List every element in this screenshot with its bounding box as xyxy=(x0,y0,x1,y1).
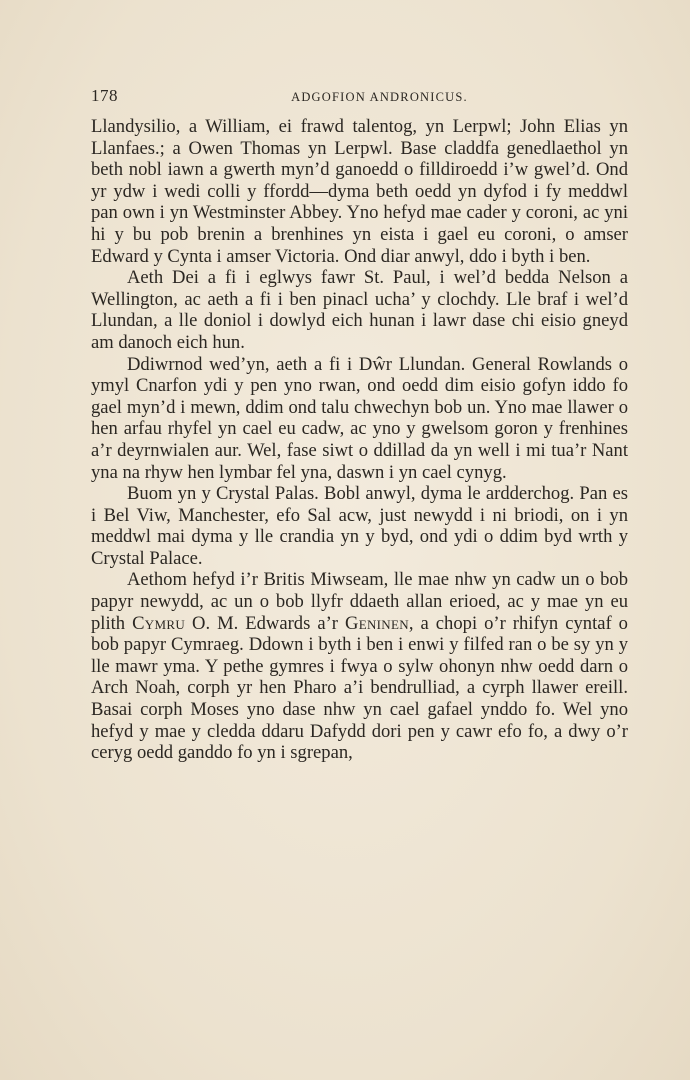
paragraph-text: , a chopi o’r rhifyn cyntaf o bob papyr Cymraeg. Ddown i byth i ben i enwi y filfed ran o be sy yn y lle mawr yma. Y pethe gymres i fwya o sylw ohonyn nhw oedd darn o Arch Noah, corph yr hen Pharo a’i bendrulliad, a cyrph llawer ereill. Basai corph Moses yno dase nhw yn cael gafael ynddo fo. Wel yno hefyd y mae y cledda ddaru Dafydd dori pen y cawr efo fo, a dwy o’r ceryg oedd ganddo fo yn i sgrepan, xyxy=(91,612,628,764)
paragraph-text: Llandysilio, a William, ei frawd talentog, yn Lerpwl; John Elias yn Llanfaes.; a Owen Thomas yn Lerpwl. Base claddfa genedlaethol yn beth nobl iawn a gwerth myn’d ganoedd o filldiroedd i’w gwel’d. Ond yr ydw i wedi colli y ffordd—dyma beth oedd yn dyfod i fy meddwl pan own i yn Westminster Abbey. Yno hefyd mae cader y coroni, ac yni hi y bu pob brenin a brenhines yn eista i gael eu coroni, o amser Edward y Cynta i amser Victoria. Ond diar anwyl, ddo i byth i ben. xyxy=(91,116,628,267)
body-text xyxy=(91,116,628,764)
paragraph-text: Buom yn y Crystal Palas. Bobl anwyl, dyma le ardderchog. Pan es i Bel Viw, Manchester, efo Sal acw, just newydd i ni briodi, on i yn meddwl mai dyma y lle crandia yn y byd, ond ydi o ddim byd wrth y Crystal Palace. xyxy=(91,483,628,569)
page-number: 178 xyxy=(91,86,118,105)
paragraph-1 xyxy=(91,116,628,267)
paragraph-5 xyxy=(91,569,628,763)
paragraph-text: Ddiwrnod wed’yn, aeth a fi i Dŵr Llundan. General Rowlands o ymyl Cnarfon ydi y pen yno rwan, ond oedd dim eisio gofyn iddo fo gael myn’d i mewn, ddim ond talu chwechyn bob un. Yno mae llawer o hen arfau rhyfel yn cael eu cadw, ac yno y gwelsom goron y frenhines a’r deyrnwialen aur. Wel, fase siwt o ddillad da yn well i mi tua’r Nant yna na rhyw hen lymbar fel yna, daswn i yn cael cynyg. xyxy=(91,353,628,483)
title-cymru: Cymru xyxy=(132,612,186,634)
page-header xyxy=(91,86,628,112)
paragraph-4 xyxy=(91,483,628,569)
running-head: ADGOFION ANDRONICUS. xyxy=(291,90,468,104)
paragraph-text: Aethom hefyd i’r Britis Miwseam, lle mae nhw yn cadw un o bob papyr newydd, ac un o bob llyfr ddaeth allan erioed, ac y mae yn eu plith xyxy=(91,569,628,634)
paragraph-text: O. M. Edwards a’r xyxy=(185,612,345,634)
paragraph-text: Aeth Dei a fi i eglwys fawr St. Paul, i wel’d bedda Nelson a Wellington, ac aeth a fi i ben pinacl ucha’ y clochdy. Lle braf i wel’d Llundan, a lle doniol i dowlyd eich hunan i lawr dase chi eisio gneyd am danoch eich hun. xyxy=(91,267,628,353)
paragraph-3 xyxy=(91,354,628,484)
title-geninen: Geninen xyxy=(344,612,409,634)
paragraph-2 xyxy=(91,267,628,353)
book-page xyxy=(91,86,628,764)
